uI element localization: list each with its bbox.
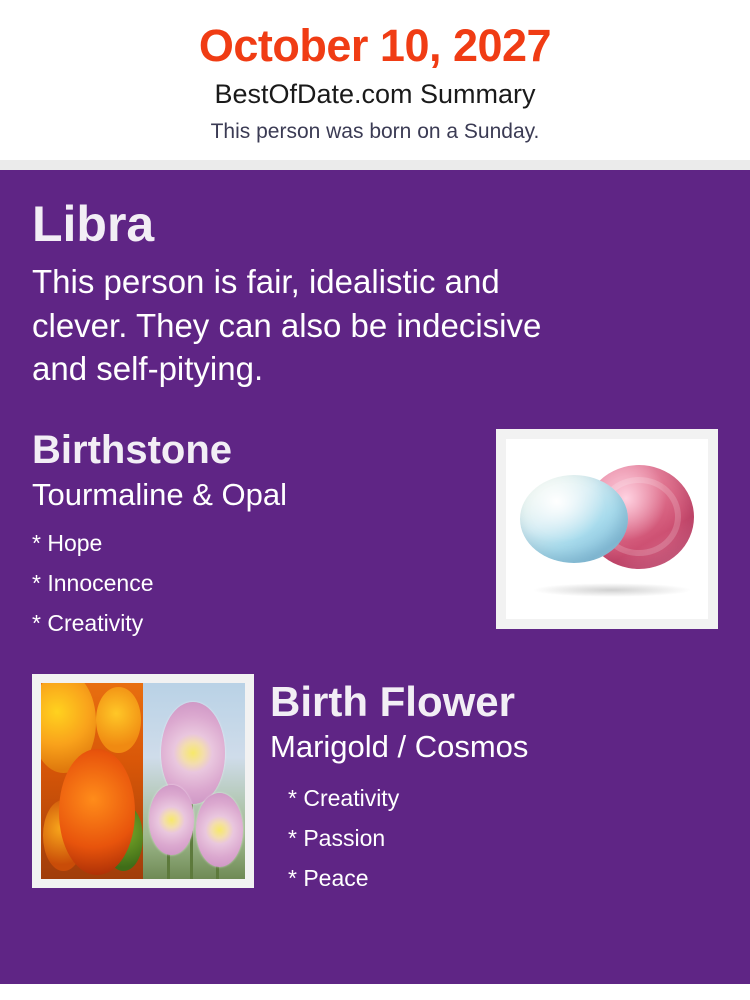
cosmos-bloom-icon — [196, 793, 243, 867]
birthstone-section — [32, 429, 718, 644]
birthstone-image-inner — [506, 439, 708, 619]
details-panel — [0, 170, 750, 984]
birth-flower-text — [270, 674, 718, 899]
page-title: October 10, 2027 — [198, 20, 552, 71]
birthstone-names: Tourmaline & Opal — [32, 476, 288, 512]
birth-flower-trait: * Creativity — [288, 785, 400, 812]
birthstone-trait: * Innocence — [32, 570, 154, 597]
birth-flower-title: Birth Flower — [270, 677, 516, 725]
born-day-text: This person was born on a Sunday. — [210, 120, 540, 144]
birth-flower-traits — [270, 779, 718, 898]
header-divider — [0, 160, 750, 170]
birth-flower-photo — [32, 674, 254, 888]
birthstone-title: Birthstone — [32, 427, 232, 472]
cosmos-photo-half — [143, 683, 245, 879]
birth-flower-trait: * Peace — [288, 864, 369, 891]
birthstone-photo — [496, 429, 718, 629]
zodiac-description: This person is fair, idealistic and clever. They can also be indecisive and self-pitying. — [32, 263, 542, 388]
marigold-leaf-icon — [104, 804, 143, 871]
site-summary-label: BestOfDate.com Summary — [214, 79, 536, 110]
birthstone-trait: * Hope — [32, 530, 103, 557]
birthstone-text — [32, 429, 482, 644]
marigold-photo-half — [41, 683, 143, 879]
birth-flower-section — [32, 674, 718, 899]
marigold-bloom-icon — [96, 687, 141, 754]
page-header — [0, 0, 750, 160]
birth-flower-image-inner — [41, 683, 245, 879]
cosmos-bloom-icon — [149, 785, 194, 856]
birth-flower-trait: * Passion — [288, 824, 386, 851]
zodiac-sign-name: Libra — [32, 195, 155, 252]
birth-flower-names: Marigold / Cosmos — [270, 728, 529, 764]
marigold-bloom-icon — [43, 800, 84, 871]
birthstone-trait: * Creativity — [32, 609, 144, 636]
gem-shadow — [532, 583, 692, 597]
opal-gem-icon — [520, 475, 628, 563]
